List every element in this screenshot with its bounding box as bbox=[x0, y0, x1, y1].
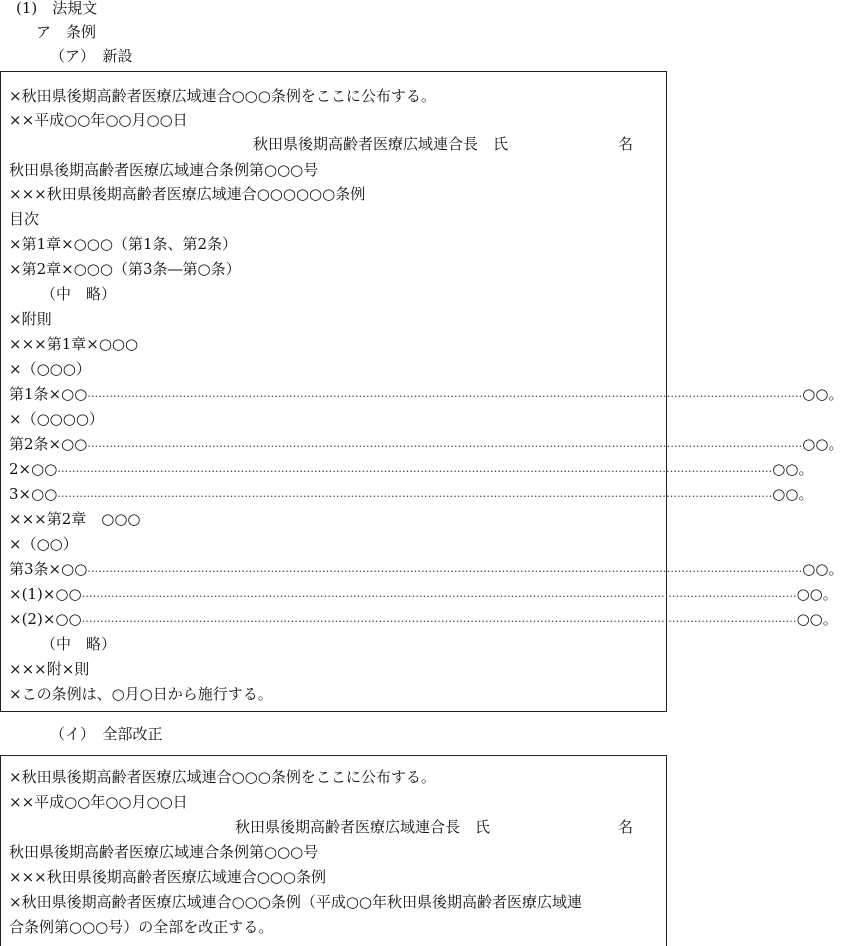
article-1-line bbox=[1, 384, 844, 404]
signer-name: 名 bbox=[618, 818, 634, 836]
item-1-end: ○○。 bbox=[796, 585, 838, 603]
revision-clause-line-2: 合条例第○○○号）の全部を改正する。 bbox=[9, 918, 274, 936]
article-2-line bbox=[1, 434, 844, 454]
article-1-end: ○○。 bbox=[802, 385, 844, 403]
ordinance-title: ×××秋田県後期高齢者医療広域連合○○○条例 bbox=[9, 868, 326, 886]
toc-item-chapter-2: ×第2章×○○○（第3条―第○条） bbox=[9, 260, 241, 278]
article-3-end: ○○。 bbox=[802, 560, 844, 578]
chapter-1-heading: ×××第1章×○○○ bbox=[9, 335, 139, 353]
effective-date-clause: ×この条例は、○月○日から施行する。 bbox=[9, 685, 273, 703]
promulgation-line: ×秋田県後期高齢者医療広域連合○○○条例をここに公布する。 bbox=[9, 87, 436, 105]
leader-dots: …………………………………………………………………………………………………………………………………………………………………………… bbox=[81, 612, 797, 625]
leader-dots: …………………………………………………………………………………………………………………………………………………………………………… bbox=[57, 462, 773, 475]
paragraph-2-end: ○○。 bbox=[772, 460, 814, 478]
article-caption: ×（○○○○） bbox=[9, 410, 104, 428]
article-2-end: ○○。 bbox=[802, 435, 844, 453]
paragraph-3-line bbox=[1, 484, 814, 504]
article-3-label: 第3条×○○ bbox=[9, 560, 88, 578]
leader-dots: …………………………………………………………………………………………………………………………………………………………………………… bbox=[87, 387, 803, 400]
section-heading-1: (1) 法規文 bbox=[16, 0, 98, 17]
revision-clause-line-1: ×秋田県後期高齢者医療広域連合○○○条例（平成○○年秋田県後期高齢者医療広域連 bbox=[9, 893, 583, 911]
toc-item-chapter-1: ×第1章×○○○（第1条、第2条） bbox=[9, 235, 238, 253]
signer-name: 名 bbox=[618, 135, 634, 153]
omission-mark: （中 略） bbox=[41, 285, 117, 303]
signer-title: 秋田県後期高齢者医療広域連合長 氏 bbox=[253, 135, 509, 153]
article-caption: ×（○○） bbox=[9, 535, 78, 553]
date-line: ××平成○○年○○月○○日 bbox=[9, 793, 188, 811]
item-2-end: ○○。 bbox=[796, 610, 838, 628]
leader-dots: …………………………………………………………………………………………………………………………………………………………………………… bbox=[87, 562, 803, 575]
article-3-line bbox=[1, 559, 844, 579]
ordinance-example-box-revision bbox=[0, 755, 667, 946]
ordinance-title: ×××秋田県後期高齢者医療広域連合○○○○○○条例 bbox=[9, 185, 366, 203]
omission-mark: （中 略） bbox=[41, 635, 117, 653]
item-2-label: ×(2)×○○ bbox=[9, 610, 82, 628]
supplementary-heading: ×××附×則 bbox=[9, 660, 90, 678]
article-1-label: 第1条×○○ bbox=[9, 385, 88, 403]
leader-dots: …………………………………………………………………………………………………………………………………………………………………………… bbox=[87, 437, 803, 450]
paragraph-2-label: 2×○○ bbox=[9, 460, 58, 478]
toc-item-supplementary: ×附則 bbox=[9, 310, 52, 328]
item-1-label: ×(1)×○○ bbox=[9, 585, 82, 603]
signer-title: 秋田県後期高齢者医療広域連合長 氏 bbox=[235, 818, 491, 836]
paragraph-3-label: 3×○○ bbox=[9, 485, 58, 503]
section-heading-new: （ア） 新設 bbox=[50, 47, 133, 65]
paragraph-3-end: ○○。 bbox=[772, 485, 814, 503]
leader-dots: …………………………………………………………………………………………………………………………………………………………………………… bbox=[81, 587, 797, 600]
section-heading-full-revision: （イ） 全部改正 bbox=[50, 725, 163, 743]
ordinance-example-box-new bbox=[0, 71, 844, 712]
section-heading-ordinance: ア 条例 bbox=[36, 23, 97, 41]
paragraph-2-line bbox=[1, 459, 814, 479]
leader-dots: …………………………………………………………………………………………………………………………………………………………………………… bbox=[57, 487, 773, 500]
toc-label: 目次 bbox=[9, 210, 40, 228]
date-line: ××平成○○年○○月○○日 bbox=[9, 111, 188, 129]
promulgation-line: ×秋田県後期高齢者医療広域連合○○○条例をここに公布する。 bbox=[9, 768, 436, 786]
article-caption: ×（○○○） bbox=[9, 360, 91, 378]
item-1-line bbox=[1, 584, 838, 604]
article-2-label: 第2条×○○ bbox=[9, 435, 88, 453]
ordinance-number: 秋田県後期高齢者医療広域連合条例第○○○号 bbox=[9, 161, 319, 179]
ordinance-number: 秋田県後期高齢者医療広域連合条例第○○○号 bbox=[9, 843, 319, 861]
chapter-2-heading: ×××第2章 ○○○ bbox=[9, 510, 141, 528]
item-2-line bbox=[1, 609, 838, 629]
